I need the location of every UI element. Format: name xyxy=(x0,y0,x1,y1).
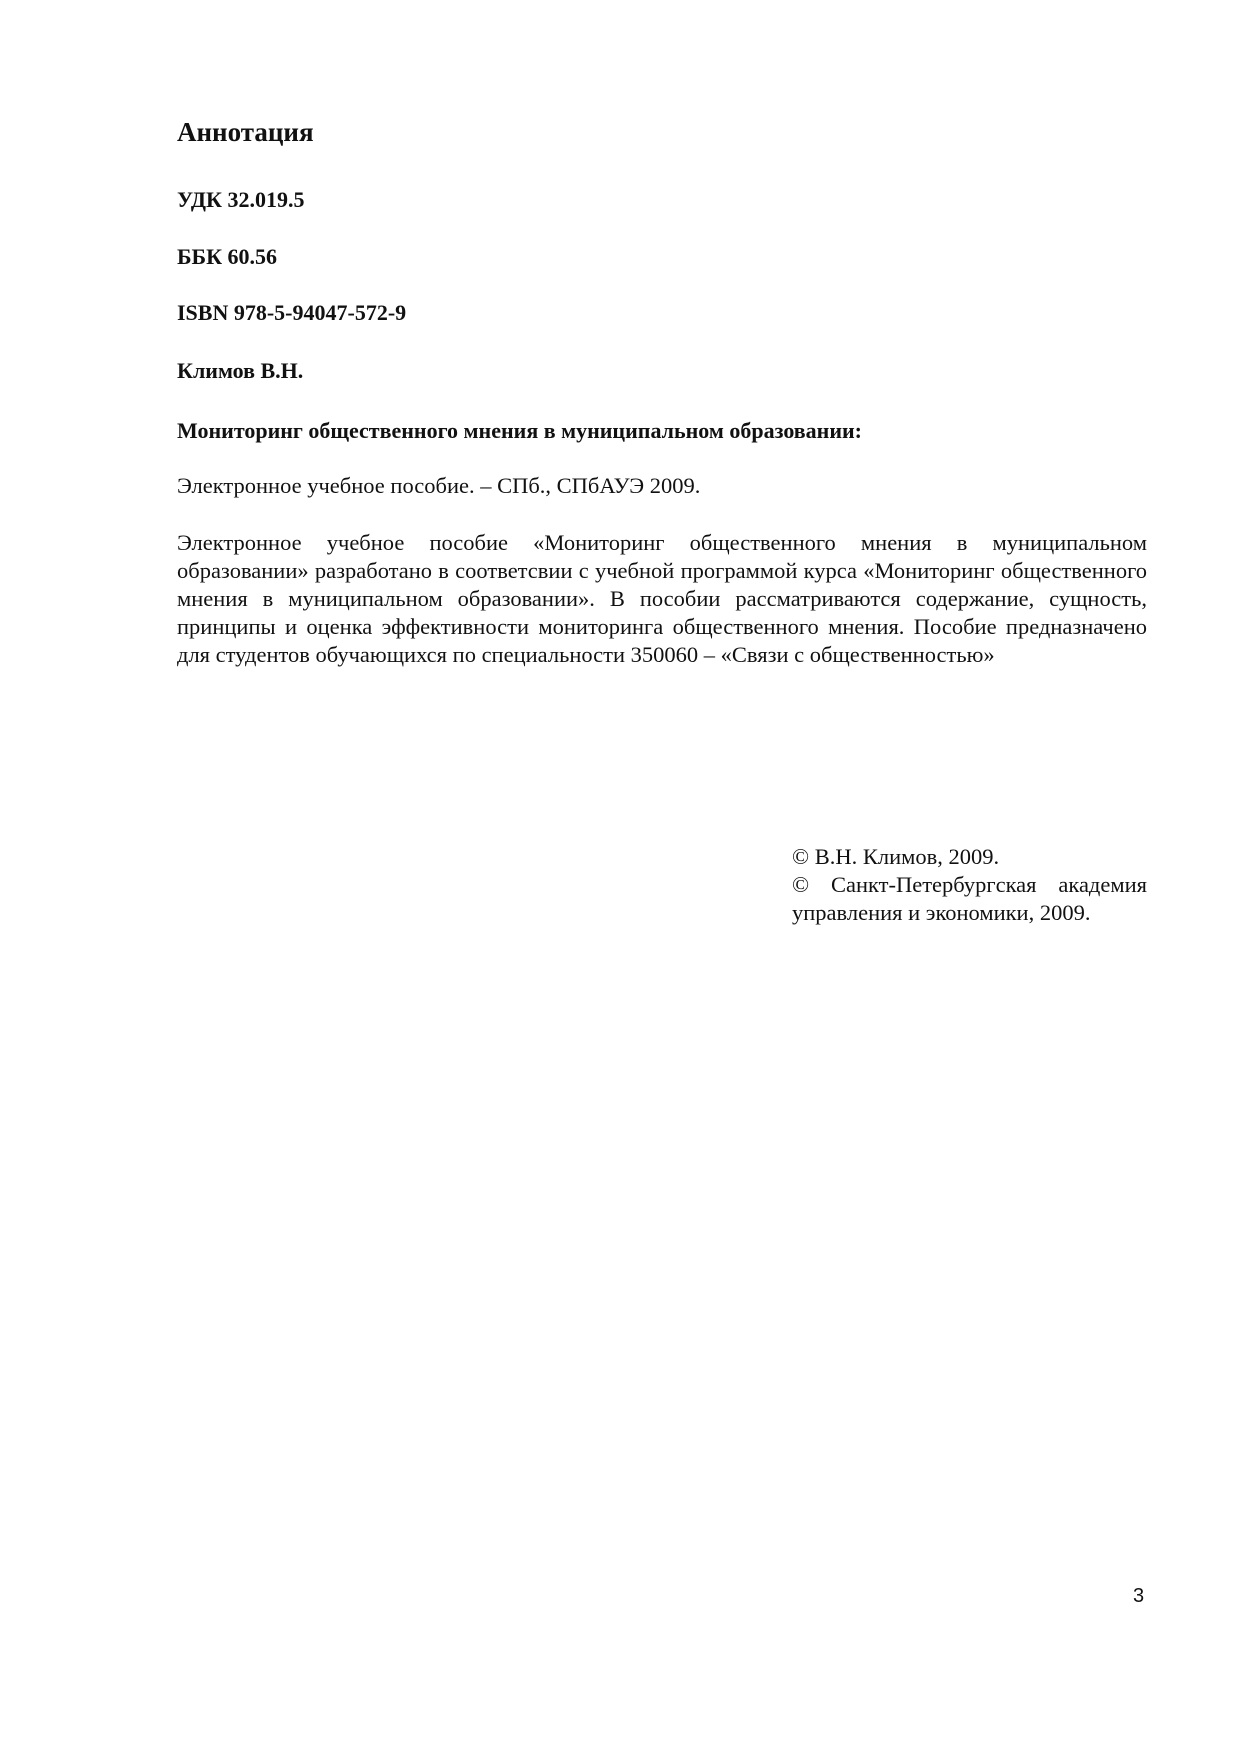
page-number: 3 xyxy=(1133,1585,1145,1607)
author-name: Климов В.Н. xyxy=(177,358,304,383)
isbn-code: ISBN 978-5-94047-572-9 xyxy=(177,300,407,325)
copyright-institution: © Санкт-Петербургская академия управления и экономики, 2009. xyxy=(792,872,1147,925)
copyright-block xyxy=(792,843,1147,927)
udk-code: УДК 32.019.5 xyxy=(177,187,305,212)
document-title: Мониторинг общественного мнения в муниципальном образовании: xyxy=(177,418,863,443)
bbk-code: ББК 60.56 xyxy=(177,244,278,269)
copyright-author: © В.Н. Климов, 2009. xyxy=(792,844,1000,869)
annotation-heading: Аннотация xyxy=(177,117,314,147)
publication-info: Электронное учебное пособие. – СПб., СПбАУЭ 2009. xyxy=(177,473,701,498)
abstract-paragraph: Электронное учебное пособие «Мониторинг общественного мнения в муниципальном образовании» разработано в соответсвии с учебной программой курса «Мониторинг общественного мнения в муниципальном образовании». В пособии рассматриваются содержание, сущность, принципы и оценка эффективности мониторинга общественного мнения. Пособие предназначено для студентов обучающихся по специальности 350060 – «Связи с общественностью» xyxy=(177,530,1147,667)
